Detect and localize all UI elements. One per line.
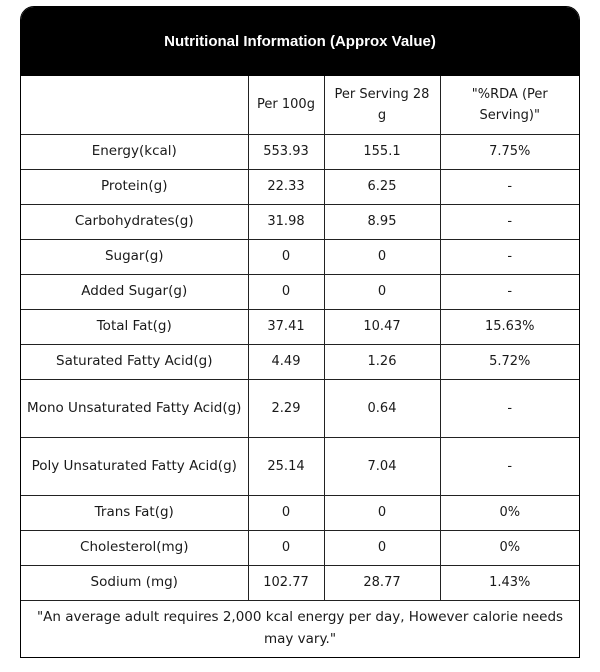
nutrient-name: Sugar(g) xyxy=(21,239,248,274)
nutrient-name: Poly Unsaturated Fatty Acid(g) xyxy=(21,437,248,495)
value-per-serving: 7.04 xyxy=(324,437,440,495)
nutrient-name: Carbohydrates(g) xyxy=(21,204,248,239)
table-row xyxy=(21,239,579,274)
value-per-serving: 0.64 xyxy=(324,379,440,437)
value-rda: - xyxy=(440,437,579,495)
table-row xyxy=(21,344,579,379)
value-per-serving: 6.25 xyxy=(324,169,440,204)
nutrient-name: Mono Unsaturated Fatty Acid(g) xyxy=(21,379,248,437)
nutrient-name: Protein(g) xyxy=(21,169,248,204)
value-per-serving: 1.26 xyxy=(324,344,440,379)
table-row xyxy=(21,134,579,169)
value-rda: - xyxy=(440,239,579,274)
value-per-serving: 0 xyxy=(324,530,440,565)
nutrient-name: Sodium (mg) xyxy=(21,565,248,600)
value-per-serving: 8.95 xyxy=(324,204,440,239)
nutrient-name: Trans Fat(g) xyxy=(21,495,248,530)
value-per-serving: 10.47 xyxy=(324,309,440,344)
value-rda: 7.75% xyxy=(440,134,579,169)
value-per-100g: 4.49 xyxy=(248,344,324,379)
nutrient-name: Added Sugar(g) xyxy=(21,274,248,309)
table-row xyxy=(21,309,579,344)
value-per-serving: 28.77 xyxy=(324,565,440,600)
header-rda: "%RDA (Per Serving)" xyxy=(440,76,579,134)
value-per-serving: 0 xyxy=(324,495,440,530)
value-per-100g: 0 xyxy=(248,530,324,565)
value-rda: - xyxy=(440,274,579,309)
value-rda: 5.72% xyxy=(440,344,579,379)
table-row xyxy=(21,169,579,204)
nutrient-name: Energy(kcal) xyxy=(21,134,248,169)
table-header-row xyxy=(21,76,579,134)
value-per-100g: 102.77 xyxy=(248,565,324,600)
value-per-100g: 0 xyxy=(248,239,324,274)
value-rda: 1.43% xyxy=(440,565,579,600)
value-per-100g: 31.98 xyxy=(248,204,324,239)
value-per-serving: 0 xyxy=(324,274,440,309)
table-row xyxy=(21,204,579,239)
nutrition-table xyxy=(21,76,579,601)
value-rda: 0% xyxy=(440,530,579,565)
nutrient-name: Saturated Fatty Acid(g) xyxy=(21,344,248,379)
value-per-100g: 25.14 xyxy=(248,437,324,495)
value-per-100g: 0 xyxy=(248,274,324,309)
value-rda: 15.63% xyxy=(440,309,579,344)
table-row xyxy=(21,530,579,565)
value-per-100g: 37.41 xyxy=(248,309,324,344)
nutrient-name: Cholesterol(mg) xyxy=(21,530,248,565)
value-rda: - xyxy=(440,379,579,437)
nutrition-card xyxy=(20,6,580,658)
value-per-100g: 2.29 xyxy=(248,379,324,437)
value-per-100g: 22.33 xyxy=(248,169,324,204)
table-row xyxy=(21,565,579,600)
value-per-100g: 553.93 xyxy=(248,134,324,169)
value-rda: - xyxy=(440,204,579,239)
value-per-serving: 0 xyxy=(324,239,440,274)
value-rda: 0% xyxy=(440,495,579,530)
table-row xyxy=(21,274,579,309)
nutrient-name: Total Fat(g) xyxy=(21,309,248,344)
value-rda: - xyxy=(440,169,579,204)
table-row xyxy=(21,379,579,437)
value-per-serving: 155.1 xyxy=(324,134,440,169)
header-per-serving: Per Serving 28 g xyxy=(324,76,440,134)
value-per-100g: 0 xyxy=(248,495,324,530)
header-per-100g: Per 100g xyxy=(248,76,324,134)
nutrition-title: Nutritional Information (Approx Value) xyxy=(21,7,579,76)
table-row xyxy=(21,495,579,530)
header-nutrient xyxy=(21,76,248,134)
table-row xyxy=(21,437,579,495)
footnote: "An average adult requires 2,000 kcal energy per day, However calorie needs may vary." xyxy=(36,609,564,647)
